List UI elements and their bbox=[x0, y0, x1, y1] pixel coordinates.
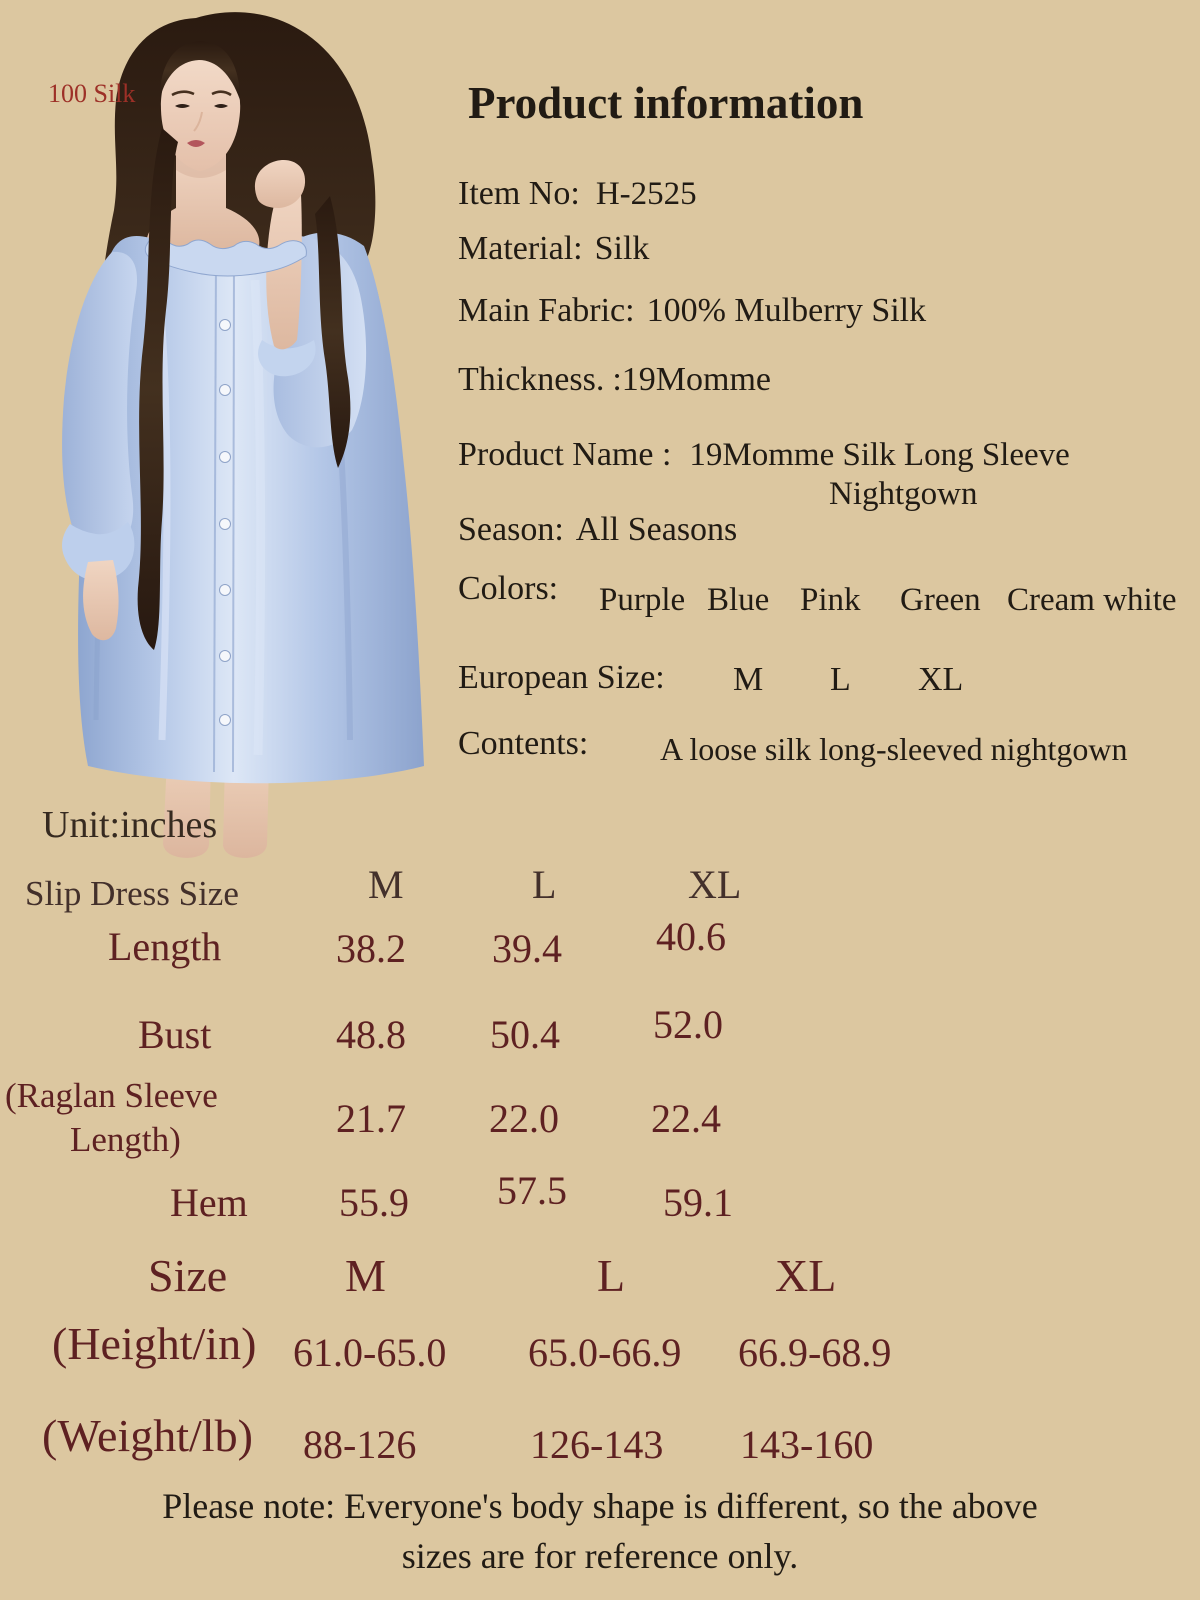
item-no-row bbox=[458, 176, 697, 212]
cell-value: 38.2 bbox=[336, 926, 406, 971]
cell-value: 61.0-65.0 bbox=[293, 1330, 447, 1375]
season-row bbox=[458, 512, 737, 548]
chart-col-l: L bbox=[532, 862, 557, 907]
thickness-label: Thickness. bbox=[458, 361, 605, 398]
thickness-row bbox=[458, 362, 771, 398]
season-label: Season: bbox=[458, 511, 564, 548]
chart-header-label: Slip Dress Size bbox=[25, 874, 239, 913]
note-line1: Please note: Everyone's body shape is different, so the above bbox=[162, 1486, 1038, 1526]
material-label: Material: bbox=[458, 230, 583, 267]
cell-value: 52.0 bbox=[653, 1002, 723, 1047]
contents-label: Contents: bbox=[458, 725, 589, 762]
fit-header-label: Size bbox=[148, 1250, 228, 1301]
color-option: Pink bbox=[800, 582, 861, 618]
row-label-hem: Hem bbox=[170, 1180, 248, 1225]
main-fabric-row bbox=[458, 293, 926, 329]
cell-value: 66.9-68.9 bbox=[738, 1330, 892, 1375]
product-name-value-line2: Nightgown bbox=[829, 476, 978, 512]
season-value: All Seasons bbox=[575, 511, 738, 548]
european-size-label: European Size: bbox=[458, 659, 665, 696]
cell-value: 88-126 bbox=[303, 1422, 417, 1467]
unit-label: Unit:inches bbox=[42, 804, 218, 846]
chart-col-xl: XL bbox=[688, 862, 742, 907]
color-option: Purple bbox=[599, 582, 686, 618]
color-option: Blue bbox=[707, 582, 770, 618]
row-label-raglan-line1: (Raglan Sleeve bbox=[5, 1076, 218, 1115]
fit-col-xl: XL bbox=[775, 1250, 837, 1301]
size-option: L bbox=[830, 661, 851, 698]
row-label-length: Length bbox=[108, 924, 222, 969]
fit-col-m: M bbox=[345, 1250, 386, 1301]
product-name-label: Product Name : bbox=[458, 436, 672, 473]
row-label-weight: (Weight/lb) bbox=[42, 1410, 253, 1461]
row-label-raglan-line2: Length) bbox=[70, 1120, 181, 1159]
silk-overlay-label: 100 Silk bbox=[48, 79, 136, 108]
main-fabric-value: 100% Mulberry Silk bbox=[646, 292, 927, 329]
cell-value: 48.8 bbox=[336, 1012, 406, 1057]
cell-value: 57.5 bbox=[497, 1168, 567, 1213]
cell-value: 126-143 bbox=[530, 1422, 664, 1467]
cell-value: 40.6 bbox=[656, 914, 726, 959]
cell-value: 39.4 bbox=[492, 926, 562, 971]
cell-value: 59.1 bbox=[663, 1180, 733, 1225]
material-value: Silk bbox=[594, 230, 650, 267]
fit-col-l: L bbox=[597, 1250, 626, 1301]
size-option: M bbox=[733, 661, 764, 698]
colors-label: Colors: bbox=[458, 570, 559, 607]
note-line2: sizes are for reference only. bbox=[401, 1536, 799, 1576]
main-fabric-label: Main Fabric: bbox=[458, 292, 635, 329]
product-name-value: 19Momme Silk Long Sleeve bbox=[689, 437, 1070, 473]
color-option: Cream white bbox=[1007, 582, 1177, 618]
thickness-value: :19Momme bbox=[612, 361, 772, 398]
row-label-bust: Bust bbox=[138, 1012, 212, 1057]
cell-value: 50.4 bbox=[490, 1012, 560, 1057]
color-option: Green bbox=[900, 582, 981, 618]
item-no-value: H-2525 bbox=[595, 176, 697, 212]
row-label-height: (Height/in) bbox=[52, 1318, 257, 1369]
material-row bbox=[458, 231, 649, 267]
cell-value: 55.9 bbox=[339, 1180, 409, 1225]
size-option: XL bbox=[918, 661, 964, 698]
product-name-row bbox=[458, 437, 1070, 473]
cell-value: 143-160 bbox=[740, 1422, 874, 1467]
chart-col-m: M bbox=[368, 862, 404, 907]
cell-value: 65.0-66.9 bbox=[528, 1330, 682, 1375]
page-title: Product information bbox=[468, 78, 864, 128]
contents-value: A loose silk long-sleeved nightgown bbox=[660, 731, 1128, 767]
cell-value: 22.4 bbox=[651, 1096, 721, 1141]
cell-value: 22.0 bbox=[489, 1096, 559, 1141]
cell-value: 21.7 bbox=[336, 1096, 406, 1141]
item-no-label: Item No: bbox=[458, 175, 580, 212]
